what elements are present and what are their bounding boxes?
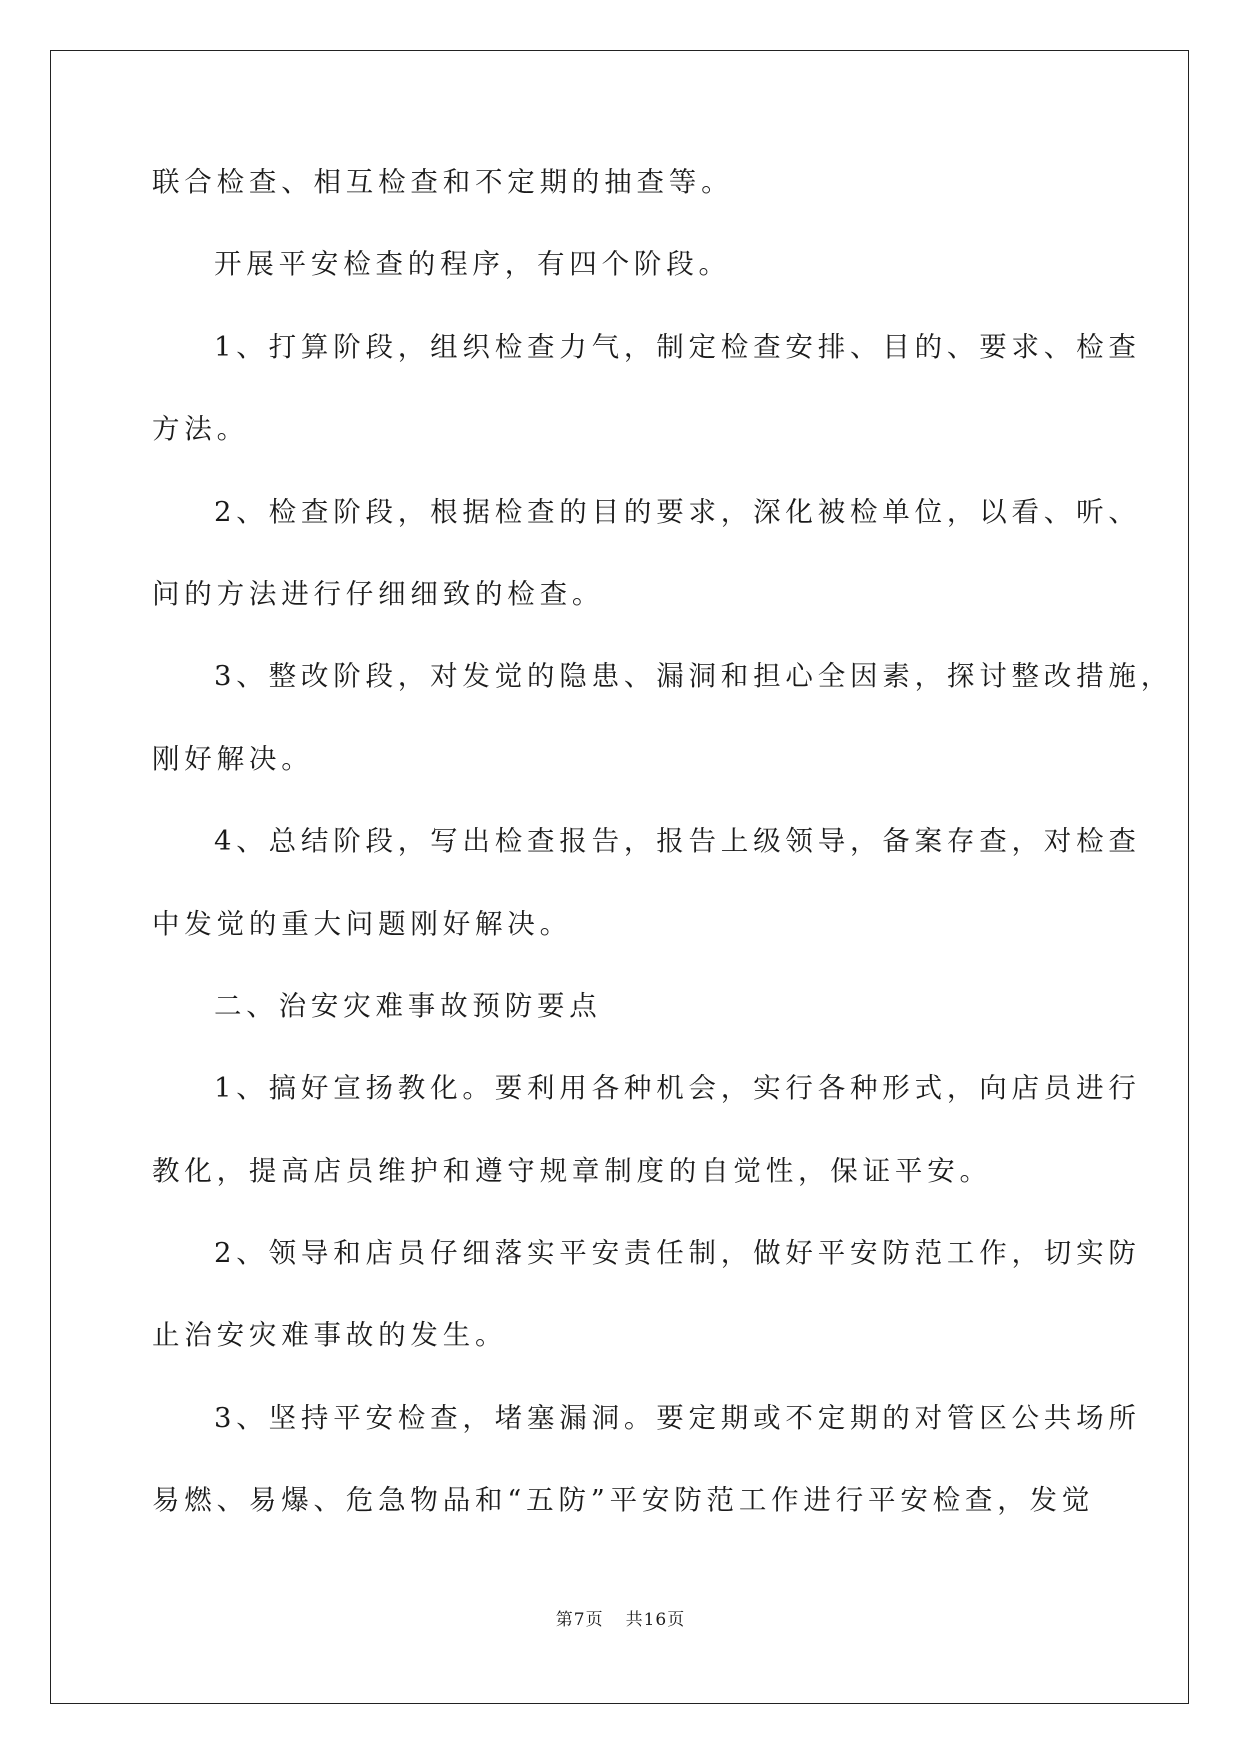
text-line-6: 问的方法进行仔细细致的检查。 <box>152 577 605 610</box>
text-line-5: 2、检查阶段，根据检查的目的要求，深化被检单位，以看、听、 <box>214 495 1141 528</box>
page-footer <box>0 1605 1241 1630</box>
text-line-13: 教化，提高店员维护和遵守规章制度的自觉性，保证平安。 <box>152 1154 992 1187</box>
text-line-11: 二、治安灾难事故预防要点 <box>214 989 602 1022</box>
text-line-3: 1、打算阶段，组织检查力气，制定检查安排、目的、要求、检查 <box>214 330 1141 363</box>
text-line-7: 3、整改阶段，对发觉的隐患、漏洞和担心全因素，探讨整改措施， <box>214 660 1173 693</box>
text-line-16: 3、坚持平安检查，堵塞漏洞。要定期或不定期的对管区公共场所 <box>214 1401 1141 1434</box>
text-line-12: 1、搞好宣扬教化。要利用各种机会，实行各种形式，向店员进行 <box>214 1072 1141 1105</box>
text-line-10: 中发觉的重大问题刚好解决。 <box>152 907 572 940</box>
text-line-1: 联合检查、相互检查和不定期的抽查等。 <box>152 166 734 198</box>
text-line-9: 4、总结阶段，写出检查报告，报告上级领导，备案存查，对检查 <box>214 825 1141 858</box>
text-line-15: 止治安灾难事故的发生。 <box>152 1319 508 1352</box>
text-line-8: 刚好解决。 <box>152 742 314 775</box>
text-line-17: 易燃、易爆、危急物品和“五防”平安防范工作进行平安检查，发觉 <box>152 1484 1095 1517</box>
text-line-14: 2、领导和店员仔细落实平安责任制，做好平安防范工作，切实防 <box>214 1237 1141 1270</box>
page-total: 共16页 <box>625 1610 686 1630</box>
text-line-4: 方法。 <box>152 413 249 446</box>
page-number: 第7页 <box>555 1610 604 1630</box>
text-line-2: 开展平安检查的程序，有四个阶段。 <box>214 248 731 281</box>
document-body <box>152 166 1173 1568</box>
